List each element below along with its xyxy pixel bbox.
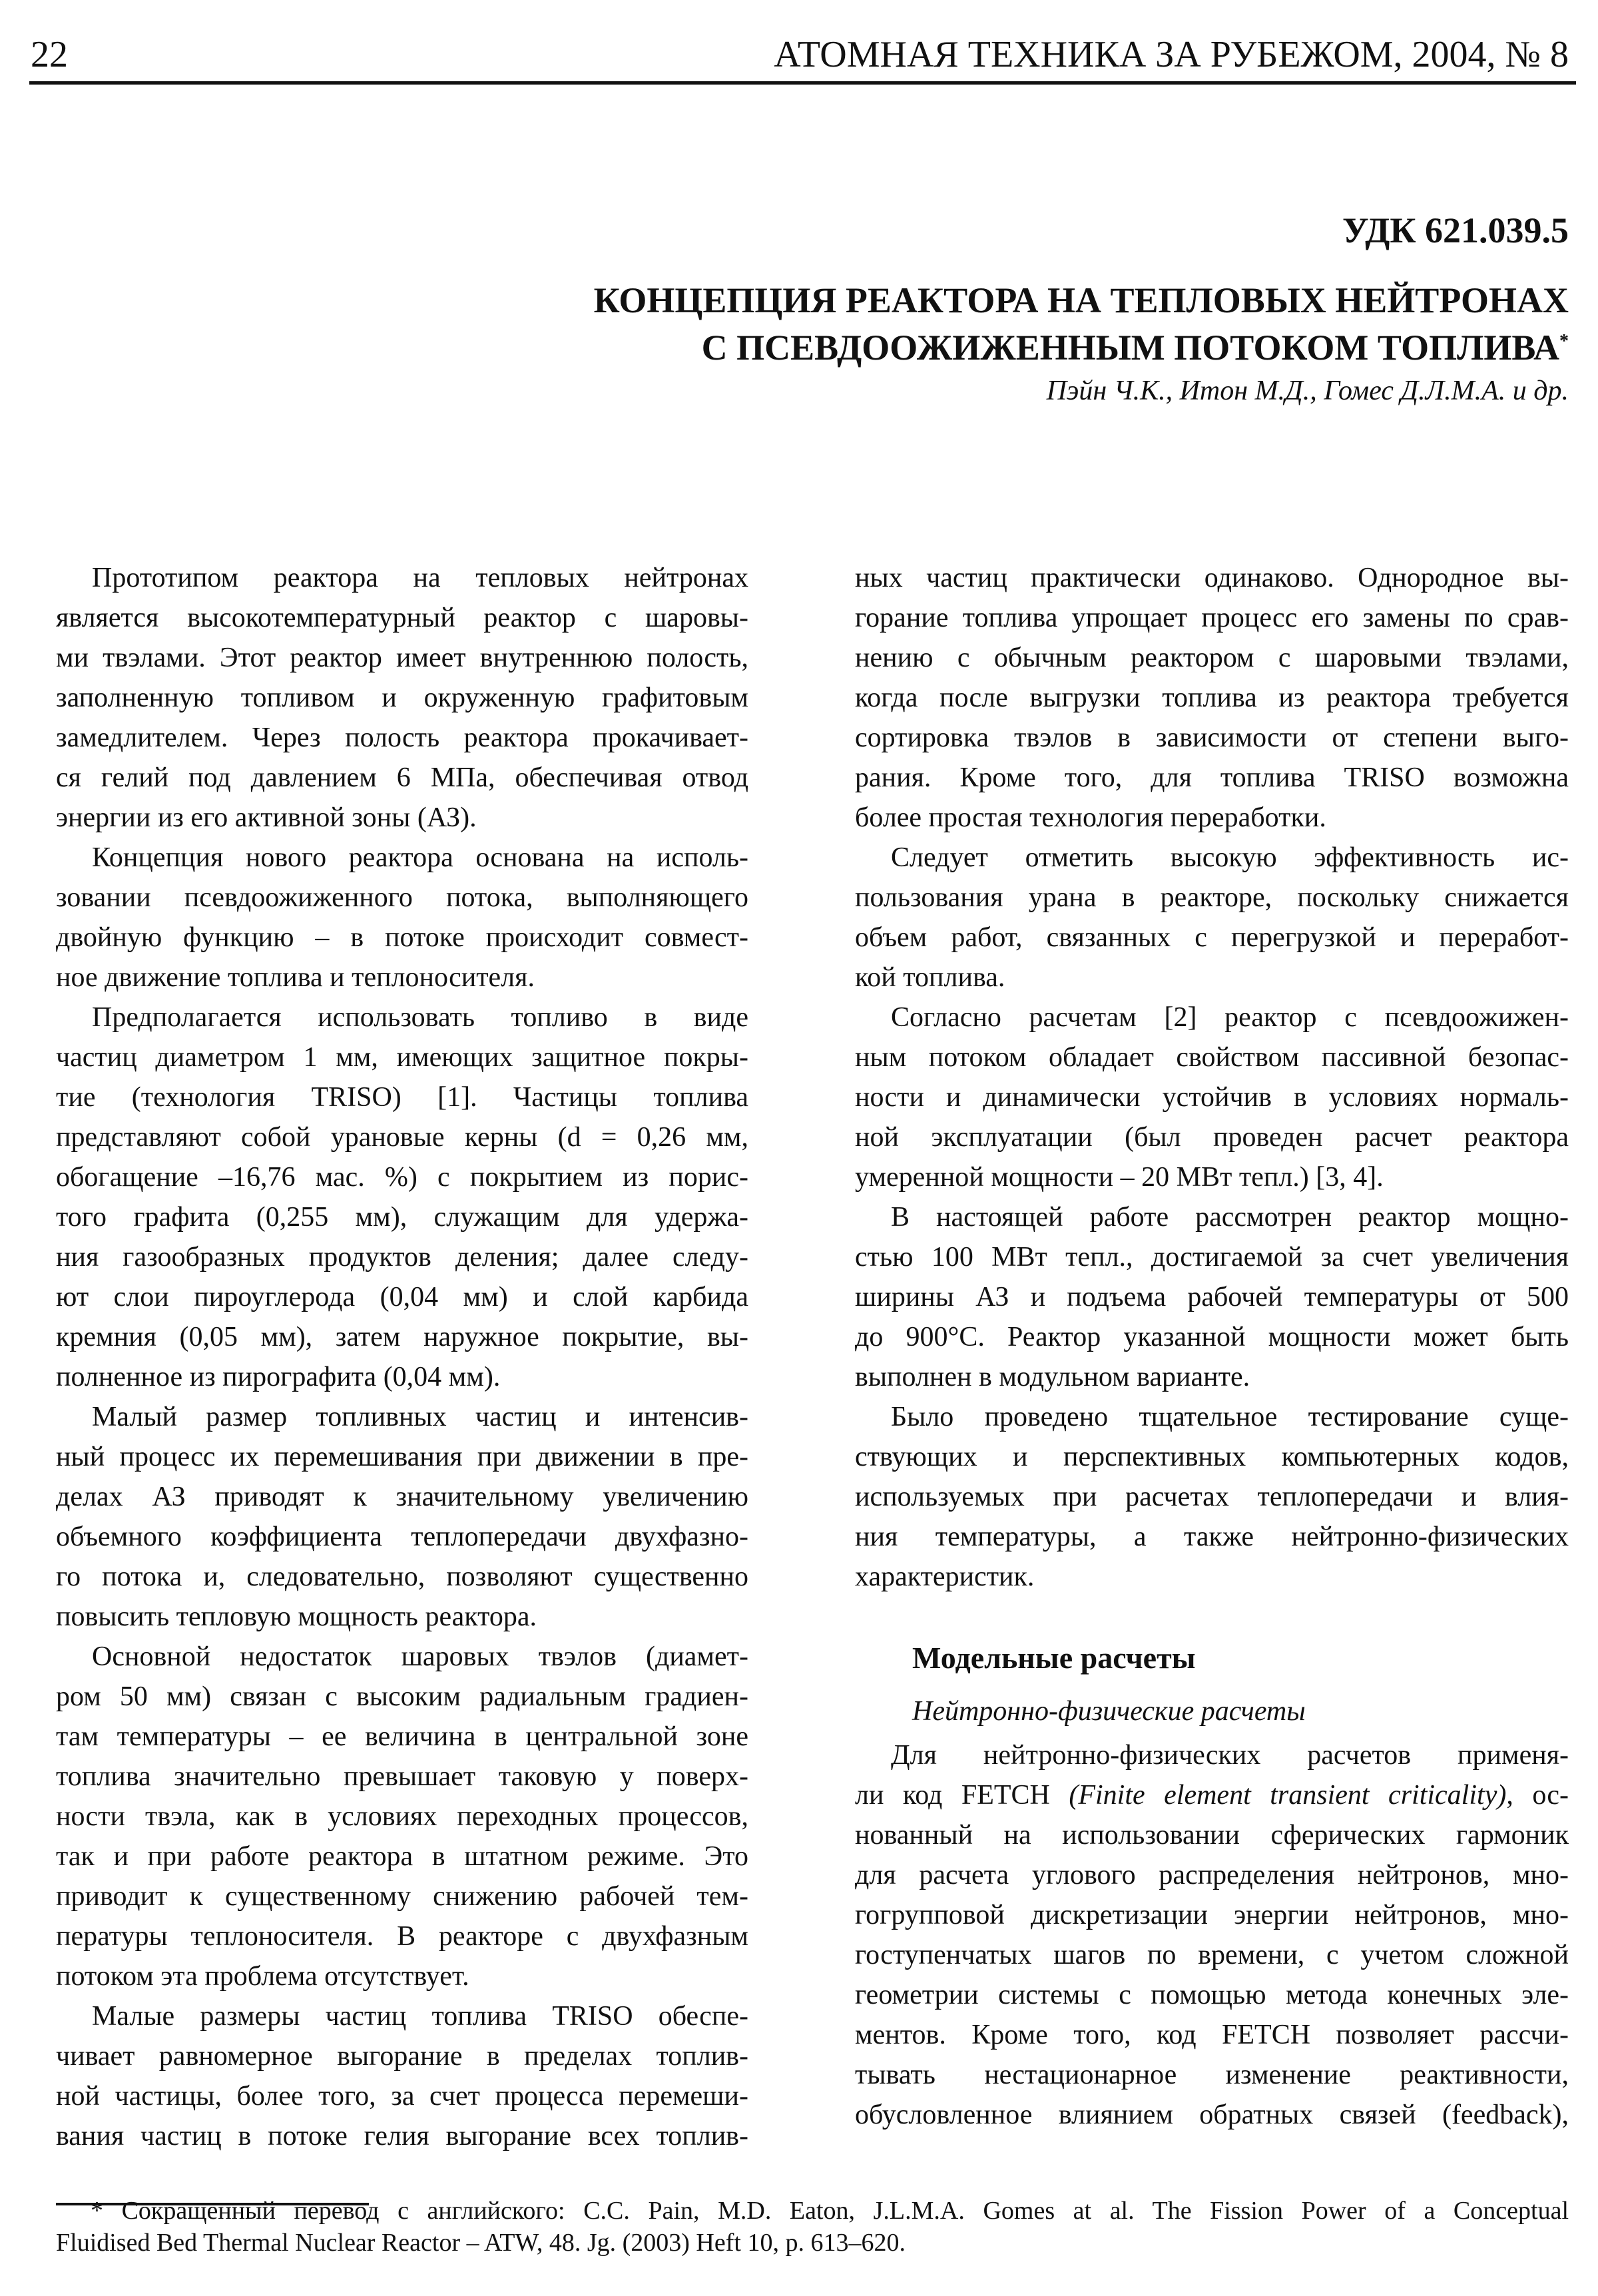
paragraph (56, 998, 748, 1397)
text-line: Прототипом реактора на тепловых нейтронах (92, 563, 748, 593)
footnote-line: Fluidised Bed Thermal Nuclear Reactor – ATW, 48. Jg. (2003) Heft 10, p. 613–620. (56, 2229, 906, 2257)
text-line: Малые размеры частиц топлива TRISO обеспе- (92, 2001, 748, 2032)
paragraph (855, 1735, 1569, 2135)
italic-text: (Finite element transient criticality) (1069, 1780, 1507, 1811)
text-line: нению с обычным реактором с шаровыми твэлами, (855, 643, 1569, 673)
paragraph (56, 838, 748, 998)
header-rule (29, 81, 1576, 85)
paragraph (56, 1397, 748, 1637)
text-segment: , ос- (1506, 1780, 1569, 1811)
text-line: кремния (0,05 мм), затем наружное покрытие, вы- (56, 1322, 748, 1352)
text-line: стью 100 МВт тепл., достигаемой за счет увеличения (855, 1242, 1569, 1273)
text-line: Было проведено тщательное тестирование суще- (891, 1402, 1569, 1432)
text-line: Следует отметить высокую эффективность ис- (891, 842, 1569, 873)
text-line: Концепция нового реактора основана на исполь- (92, 842, 748, 873)
text-line: ют слои пироуглерода (0,04 мм) и слой карбида (56, 1282, 748, 1312)
text-line: умеренной мощности – 20 МВт тепл.) [3, 4]. (855, 1162, 1384, 1193)
text-line: вания частиц в потоке гелия выгорание всех топлив- (56, 2121, 748, 2152)
text-line: Основной недостаток шаровых твэлов (диамет- (92, 1641, 748, 1672)
text-line: гогрупповой дискретизации энергии нейтронов, мно- (855, 1900, 1569, 1930)
text-line: замедлителем. Через полость реактора прокачивает- (56, 722, 748, 753)
paragraph (56, 1996, 748, 2156)
text-line: гоступенчатых шагов по времени, с учетом сложной (855, 1940, 1569, 1970)
text-line: ности твэла, как в условиях переходных процессов, (56, 1801, 748, 1832)
text-line: Согласно расчетам [2] реактор с псевдоожижен- (891, 1002, 1569, 1033)
text-line: ствующих и перспективных компьютерных кодов, (855, 1442, 1569, 1472)
right-column (855, 558, 1569, 1597)
text-segment: ли код FETCH (855, 1780, 1069, 1811)
paragraph (855, 1197, 1569, 1397)
text-line: заполненную топливом и окруженную графитовым (56, 683, 748, 713)
subsection-heading: Нейтронно-физические расчеты (912, 1696, 1306, 1727)
paragraph (56, 558, 748, 838)
text-line: Предполагается использовать топливо в виде (92, 1002, 748, 1033)
paragraph (855, 998, 1569, 1197)
text-line: представляют собой урановые керны (d = 0,26 мм, (56, 1122, 748, 1153)
text-line: ния температуры, а также нейтронно-физических (855, 1522, 1569, 1552)
text-line: кой топлива. (855, 962, 1005, 993)
udc-code: УДК 621.039.5 (1342, 210, 1569, 250)
title-line (594, 321, 1569, 368)
text-line: геометрии системы с помощью метода конечных эле- (855, 1980, 1569, 2010)
text-line: ся гелий под давлением 6 МПа, обеспечивая отвод (56, 762, 748, 793)
text-line: пользования урана в реакторе, поскольку снижается (855, 882, 1569, 913)
text-line: чивает равномерное выгорание в пределах топлив- (56, 2041, 748, 2072)
text-line: ным потоком обладает свойством пассивной безопас- (855, 1042, 1569, 1073)
page-number: 22 (31, 34, 68, 75)
text-line: ми твэлами. Этот реактор имеет внутреннюю полость, (56, 643, 748, 673)
text-line: до 900°С. Реактор указанной мощности может быть (855, 1322, 1569, 1352)
text-line: ное движение топлива и теплоносителя. (56, 962, 535, 993)
text-line: ной эксплуатации (был проведен расчет реактора (855, 1122, 1569, 1153)
text-line: ности и динамически устойчив в условиях нормаль- (855, 1082, 1569, 1113)
text-line: объем работ, связанных с перегрузкой и переработ- (855, 922, 1569, 953)
text-line: ширины АЗ и подъема рабочей температуры от 500 (855, 1282, 1569, 1312)
text-line: когда после выгрузки топлива из реактора требуется (855, 683, 1569, 713)
title-line-text: С ПСЕВДООЖИЖЕННЫМ ПОТОКОМ ТОПЛИВА (701, 328, 1559, 368)
text-line: рания. Кроме того, для топлива TRISO возможна (855, 762, 1569, 793)
text-line: В настоящей работе рассмотрен реактор мощно- (891, 1202, 1569, 1233)
text-line: ной частицы, более того, за счет процесса перемеши- (56, 2081, 748, 2112)
text-line: горание топлива упрощает процесс его замены по срав- (855, 603, 1569, 633)
text-line: пературы теплоносителя. В реакторе с двухфазным (56, 1921, 748, 1952)
text-line: для расчета углового распределения нейтронов, мно- (855, 1860, 1569, 1890)
text-line: тывать нестационарное изменение реактивности, (855, 2060, 1569, 2090)
text-line: обусловленное влиянием обратных связей (feedback), (855, 2100, 1569, 2130)
text-line: ных частиц практически одинаково. Однородное вы- (855, 563, 1569, 593)
article-title (594, 280, 1569, 368)
text-line: го потока и, следовательно, позволяют существенно (56, 1562, 748, 1592)
text-line: выполнен в модульном варианте. (855, 1362, 1250, 1392)
text-line: тие (технология TRISO) [1]. Частицы топлива (56, 1082, 748, 1113)
text-line: Малый размер топливных частиц и интенсив- (92, 1402, 748, 1432)
text-line: делах АЗ приводят к значительному увеличению (56, 1482, 748, 1512)
left-column (56, 558, 748, 2156)
paragraph (855, 838, 1569, 998)
paragraph (855, 558, 1569, 838)
text-line: сортировка твэлов в зависимости от степени выго- (855, 722, 1569, 753)
text-line (855, 1775, 1569, 1815)
footnote-mark: * (1559, 331, 1569, 352)
footnote (56, 2195, 1569, 2259)
text-line: двойную функцию – в потоке происходит совмест- (56, 922, 748, 953)
text-line: характеристик. (855, 1562, 1035, 1592)
text-line: потоком эта проблема отсутствует. (56, 1961, 469, 1992)
text-line: повысить тепловую мощность реактора. (56, 1601, 537, 1632)
text-line: используемых при расчетах теплопередачи и влия- (855, 1482, 1569, 1512)
paragraph (855, 1397, 1569, 1597)
section-heading: Модельные расчеты (912, 1641, 1196, 1675)
text-line: приводит к существенному снижению рабочей тем- (56, 1881, 748, 1912)
footnote-line: * Сокращенный перевод с английского: C.C. Pain, M.D. Eaton, J.L.M.A. Gomes at al. The Fission Power of a Conceptual (91, 2197, 1569, 2225)
authors: Пэйн Ч.К., Итон М.Д., Гомес Д.Л.М.А. и др. (1046, 376, 1569, 406)
text-line: ром 50 мм) связан с высоким радиальным градиен- (56, 1681, 748, 1712)
paragraph (56, 1637, 748, 1996)
text-line: Для нейтронно-физических расчетов применя- (891, 1740, 1569, 1771)
text-line: ния газообразных продуктов деления; далее следу- (56, 1242, 748, 1273)
text-line: более простая технология переработки. (855, 802, 1326, 833)
journal-running-head: АТОМНАЯ ТЕХНИКА ЗА РУБЕЖОМ, 2004, № 8 (774, 34, 1569, 75)
text-line: топлива значительно превышает таковую у поверх- (56, 1761, 748, 1792)
text-line: обогащение –16,76 мас. %) с покрытием из порис- (56, 1162, 748, 1193)
right-column-section-body (855, 1735, 1569, 2135)
text-line: так и при работе реактора в штатном режиме. Это (56, 1841, 748, 1872)
text-line: зовании псевдоожиженного потока, выполняющего (56, 882, 748, 913)
title-line: КОНЦЕПЦИЯ РЕАКТОРА НА ТЕПЛОВЫХ НЕЙТРОНАХ (593, 280, 1569, 320)
text-line: нованный на использовании сферических гармоник (855, 1820, 1569, 1851)
text-line: энергии из его активной зоны (АЗ). (56, 802, 477, 833)
text-line: объемного коэффициента теплопередачи двухфазно- (56, 1522, 748, 1552)
text-line: того графита (0,255 мм), служащим для удержа- (56, 1202, 748, 1233)
text-line: ментов. Кроме того, код FETCH позволяет рассчи- (855, 2020, 1569, 2050)
text-line: является высокотемпературный реактор с шаровы- (56, 603, 748, 633)
text-line: частиц диаметром 1 мм, имеющих защитное покры- (56, 1042, 748, 1073)
text-line: там температуры – ее величина в центральной зоне (56, 1721, 748, 1752)
text-line: полненное из пирографита (0,04 мм). (56, 1362, 501, 1392)
text-line: ный процесс их перемешивания при движении в пре- (56, 1442, 748, 1472)
